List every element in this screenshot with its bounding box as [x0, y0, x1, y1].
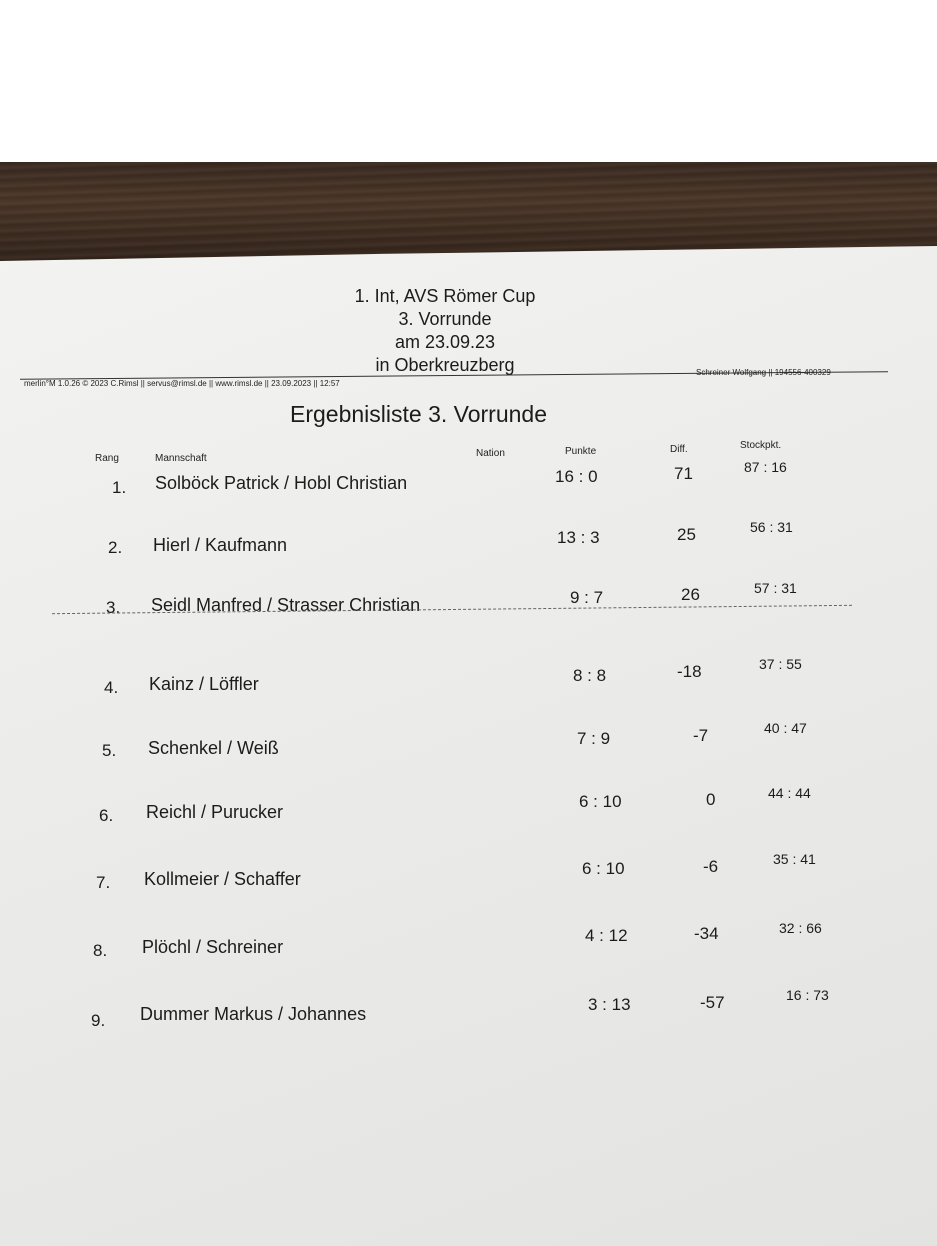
row-punkte: 3 : 13 — [588, 995, 631, 1014]
row-punkte: 13 : 3 — [557, 528, 600, 547]
row-punkte: 9 : 7 — [570, 588, 604, 607]
event-title: 1. Int, AVS Römer Cup — [354, 286, 536, 306]
row-rank: 8. — [93, 941, 108, 960]
row-team: Dummer Markus / Johannes — [140, 1004, 367, 1024]
row-punkte: 6 : 10 — [579, 792, 622, 811]
row-diff: -18 — [677, 662, 702, 681]
row-rank: 3. — [106, 598, 121, 617]
row-rank: 7. — [96, 873, 111, 892]
row-diff: -7 — [693, 726, 709, 745]
row-team: Solböck Patrick / Hobl Christian — [155, 473, 408, 493]
row-diff: 71 — [674, 464, 693, 483]
round-title: 3. Vorrunde — [398, 309, 492, 329]
row-team: Plöchl / Schreiner — [142, 937, 284, 957]
row-rank: 1. — [112, 478, 127, 497]
row-punkte: 8 : 8 — [573, 666, 607, 685]
software-info: merlin°M 1.0.26 © 2023 C.Rimsl || servus@rimsl.de || www.rimsl.de || 23.09.2023 || 12:57 — [24, 379, 340, 388]
row-team: Seidl Manfred / Strasser Christian — [151, 595, 421, 615]
row-stockpkt: 35 : 41 — [773, 851, 816, 867]
row-stockpkt: 16 : 73 — [786, 987, 829, 1003]
col-punkte: Punkte — [565, 446, 597, 457]
col-stockpkt: Stockpkt. — [740, 440, 782, 451]
row-diff: -57 — [700, 993, 725, 1012]
row-stockpkt: 40 : 47 — [764, 720, 807, 736]
row-punkte: 16 : 0 — [555, 467, 598, 486]
col-diff: Diff. — [670, 444, 688, 455]
event-date: am 23.09.23 — [394, 332, 496, 352]
row-rank: 4. — [104, 678, 119, 697]
row-stockpkt: 44 : 44 — [768, 785, 811, 801]
row-stockpkt: 87 : 16 — [744, 459, 787, 475]
row-team: Schenkel / Weiß — [148, 738, 279, 758]
row-punkte: 6 : 10 — [582, 859, 625, 878]
col-nation: Nation — [476, 448, 505, 459]
row-rank: 6. — [99, 806, 114, 825]
row-rank: 9. — [91, 1011, 106, 1030]
row-team: Hierl / Kaufmann — [153, 535, 288, 555]
row-stockpkt: 37 : 55 — [759, 656, 802, 672]
row-punkte: 7 : 9 — [577, 729, 611, 748]
row-diff: -6 — [703, 857, 719, 876]
licensee-info: Schreiner Wolfgang || 194556-400329 — [696, 368, 831, 377]
event-location: in Oberkreuzberg — [375, 355, 515, 375]
row-stockpkt: 32 : 66 — [779, 920, 822, 936]
col-rang: Rang — [95, 453, 119, 464]
list-title: Ergebnisliste 3. Vorrunde — [290, 401, 547, 427]
row-rank: 5. — [102, 741, 117, 760]
col-mannschaft: Mannschaft — [155, 453, 207, 464]
row-diff: 0 — [706, 790, 716, 809]
row-team: Kainz / Löffler — [149, 674, 259, 694]
row-diff: 25 — [677, 525, 696, 544]
row-diff: 26 — [681, 585, 700, 604]
row-team: Kollmeier / Schaffer — [144, 869, 301, 889]
row-team: Reichl / Purucker — [146, 802, 284, 822]
paper-sheet — [0, 246, 937, 1246]
row-punkte: 4 : 12 — [585, 926, 628, 945]
row-stockpkt: 57 : 31 — [754, 580, 797, 596]
row-rank: 2. — [108, 538, 123, 557]
row-stockpkt: 56 : 31 — [750, 519, 793, 535]
row-diff: -34 — [694, 924, 719, 943]
